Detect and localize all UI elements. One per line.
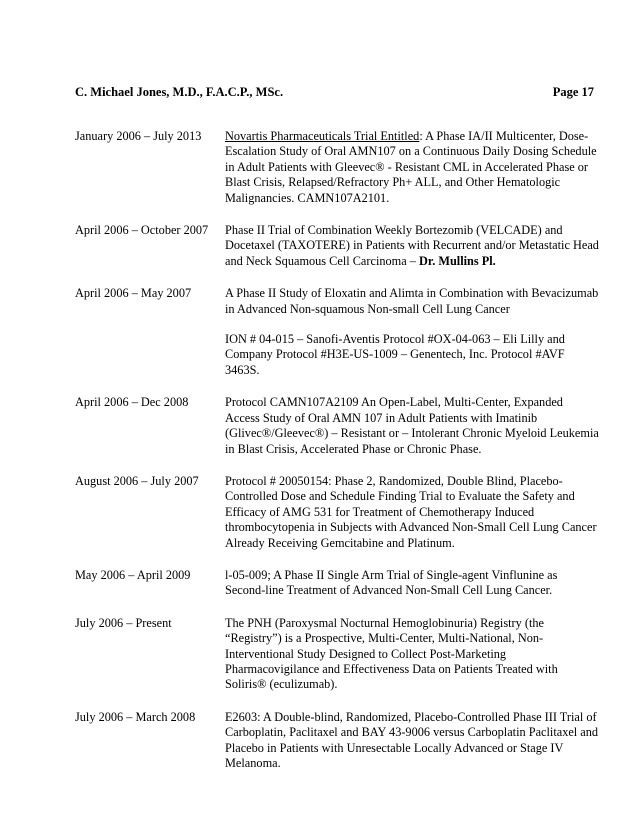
trial-entry xyxy=(75,223,600,269)
trial-investigator: Dr. Mullins Pl. xyxy=(418,253,496,268)
trial-text: l-05-009; A Phase II Single Arm Trial of Single-agent Vinflunine as Second-line Treatment of Advanced Non-Small Cell Lung Cancer. xyxy=(225,567,558,598)
trial-entry xyxy=(75,710,600,772)
page-header xyxy=(75,84,594,100)
trial-entry xyxy=(75,286,600,378)
trial-description xyxy=(225,710,600,772)
trial-text: The PNH (Paroxysmal Nocturnal Hemoglobinuria) Registry (the “Registry”) is a Prospective, Multi-Center, Multi-National, Non-Interventional Study Designed to Collect Post-Marketing Pharmacovigilance and Effectiveness Data on Patients Treated with Soliris® (eculizumab). xyxy=(225,615,558,692)
trial-date: July 2006 – Present xyxy=(75,615,172,630)
trial-text: E2603: A Double-blind, Randomized, Placebo-Controlled Phase III Trial of Carboplatin, Paclitaxel and BAY 43-9006 versus Carboplatin Paclitaxel and Placebo in Patients with Unresectable Locally Advanced or Stage IV Melanoma. xyxy=(225,709,599,770)
trial-entry xyxy=(75,568,600,599)
trial-description xyxy=(225,223,600,269)
trial-date: May 2006 – April 2009 xyxy=(75,567,191,582)
trial-entry xyxy=(75,395,600,457)
trial-sponsor-title: Novartis Pharmaceuticals Trial Entitled xyxy=(225,129,420,143)
trial-description xyxy=(225,395,600,457)
trial-date: January 2006 – July 2013 xyxy=(75,129,202,143)
trial-date: April 2006 – Dec 2008 xyxy=(75,395,189,410)
trial-description xyxy=(225,286,600,378)
trial-description xyxy=(225,129,600,206)
trial-text: : A Phase IA/II Multicenter, Dose-Escalation Study of Oral AMN107 on a Continuous Daily Dosing Schedule in Adult Patients with Gleevec® - Resistant CML in Accelerated Phase or Blast Crisis, Relapsed/Refractory Ph+ ALL, and Other Hematologic Malignancies. CAMN107A2101. xyxy=(225,129,597,205)
trial-text: Protocol CAMN107A2109 An Open-Label, Multi-Center, Expanded Access Study of Oral AMN 107 in Adult Patients with Imatinib (Glivec®/Gleevec®) – Resistant or – Intolerant Chronic Myeloid Leukemia in Blast Crisis, Accelerated Phase or Chronic Phase. xyxy=(225,395,599,456)
trial-date: April 2006 – October 2007 xyxy=(75,223,209,238)
trial-entry xyxy=(75,616,600,693)
trial-text: Phase II Trial of Combination Weekly Bortezomib (VELCADE) and Docetaxel (TAXOTERE) in Patients with Recurrent and/or Metastatic Head and Neck Squamous Cell Carcinoma – xyxy=(225,223,599,268)
trial-date: July 2006 – March 2008 xyxy=(75,709,196,724)
trial-date: August 2006 – July 2007 xyxy=(75,473,199,488)
trial-entry xyxy=(75,129,600,206)
trial-date: April 2006 – May 2007 xyxy=(75,286,192,301)
trial-text: Protocol # 20050154: Phase 2, Randomized, Double Blind, Placebo-Controlled Dose and Schedule Finding Trial to Evaluate the Safety and Efficacy of AMG 531 for Treatment of Chemotherapy Induced thrombocytopenia in Subjects with Advanced Non-Small Cell Lung Cancer Already Receiving Gemcitabine and Platinum. xyxy=(225,473,597,550)
trial-description xyxy=(225,474,600,551)
author-name: C. Michael Jones, M.D., F.A.C.P., MSc. xyxy=(75,85,284,99)
trial-description xyxy=(225,568,600,599)
trial-description xyxy=(225,616,600,693)
trial-protocol-ids: ION # 04-015 – Sanofi-Aventis Protocol #OX-04-063 – Eli Lilly and Company Protocol #H3E-US-1009 – Genentech, Inc. Protocol #AVF 3463S. xyxy=(225,332,565,377)
trial-list xyxy=(75,129,600,788)
trial-entry xyxy=(75,474,600,551)
page-number: Page 17 xyxy=(552,85,594,99)
trial-text: A Phase II Study of Eloxatin and Alimta in Combination with Bevacizumab in Advanced Non-squamous Non-small Cell Lung Cancer xyxy=(225,286,599,316)
